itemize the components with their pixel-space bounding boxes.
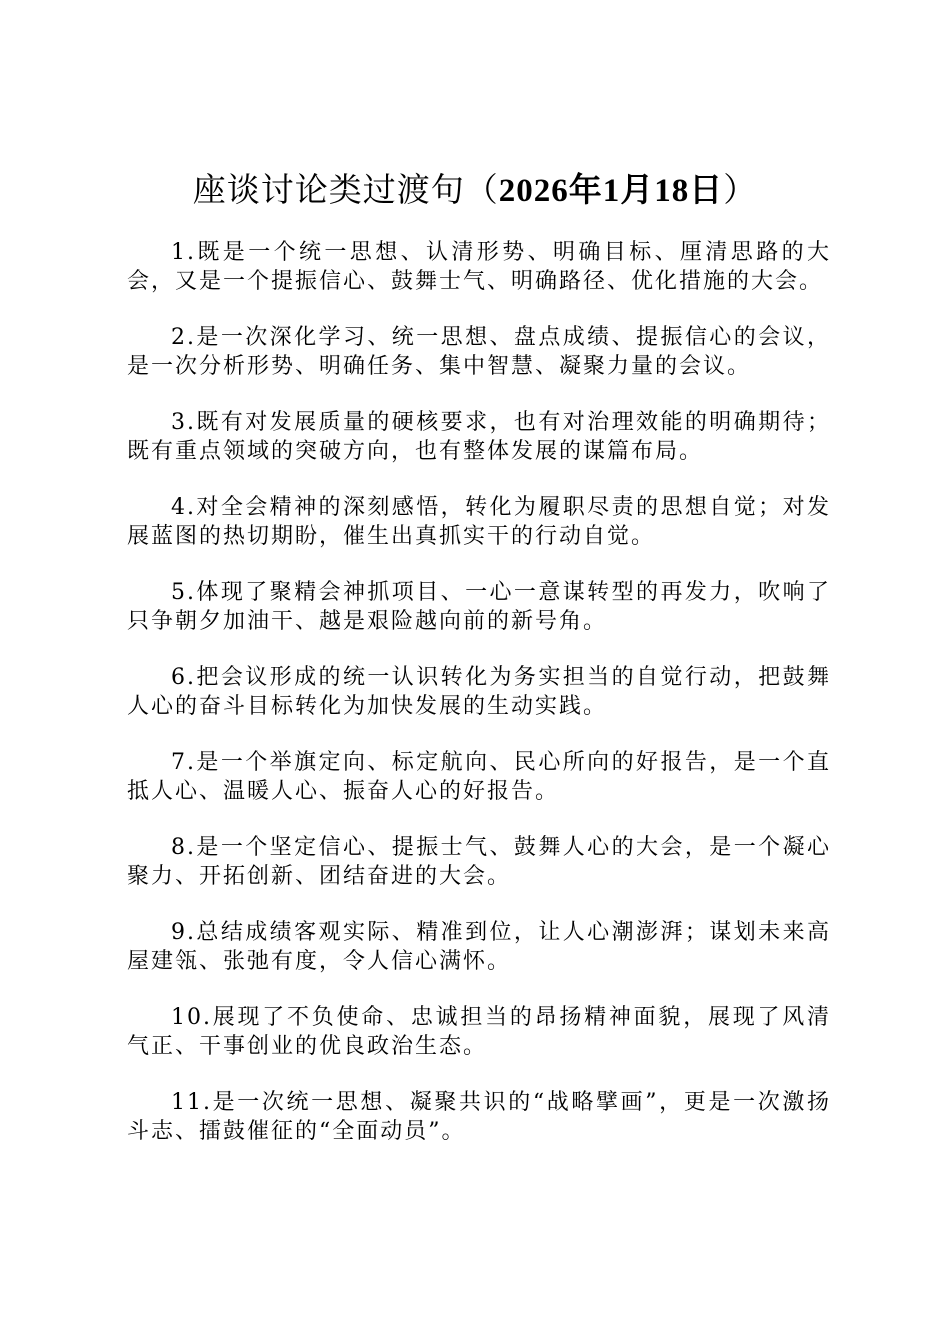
paragraph-4: 4.对全会精神的深刻感悟，转化为履职尽责的思想自觉；对发展蓝图的热切期盼，催生出真抓实干的行动自觉。 bbox=[127, 495, 831, 549]
paragraph-11: 11.是一次统一思想、凝聚共识的“战略擘画”，更是一次激扬斗志、擂鼓催征的“全面动员”。 bbox=[127, 1090, 831, 1144]
document-title bbox=[0, 168, 950, 213]
title-prefix: 座谈讨论类过渡句（ bbox=[192, 170, 499, 209]
paragraph-5: 5.体现了聚精会神抓项目、一心一意谋转型的再发力，吹响了只争朝夕加油干、越是艰险越向前的新号角。 bbox=[127, 580, 831, 634]
paragraph-3: 3.既有对发展质量的硬核要求，也有对治理效能的明确期待；既有重点领域的突破方向，也有整体发展的谋篇布局。 bbox=[127, 410, 831, 464]
paragraph-10: 10.展现了不负使命、忠诚担当的昂扬精神面貌，展现了风清气正、干事创业的优良政治生态。 bbox=[127, 1005, 831, 1059]
paragraph-1: 1.既是一个统一思想、认清形势、明确目标、厘清思路的大会，又是一个提振信心、鼓舞士气、明确路径、优化措施的大会。 bbox=[127, 240, 831, 294]
paragraph-6: 6.把会议形成的统一认识转化为务实担当的自觉行动，把鼓舞人心的奋斗目标转化为加快发展的生动实践。 bbox=[127, 665, 831, 719]
paragraph-9: 9.总结成绩客观实际、精准到位，让人心潮澎湃；谋划未来高屋建瓴、张弛有度，令人信心满怀。 bbox=[127, 920, 831, 974]
paragraph-7: 7.是一个举旗定向、标定航向、民心所向的好报告，是一个直抵人心、温暖人心、振奋人心的好报告。 bbox=[127, 750, 831, 804]
paragraph-2: 2.是一次深化学习、统一思想、盘点成绩、提振信心的会议，是一次分析形势、明确任务、集中智慧、凝聚力量的会议。 bbox=[127, 325, 831, 379]
title-suffix: ） bbox=[723, 170, 758, 209]
title-date: 2026年1月18日 bbox=[498, 173, 724, 209]
document-body bbox=[127, 238, 831, 1173]
paragraph-8: 8.是一个坚定信心、提振士气、鼓舞人心的大会，是一个凝心聚力、开拓创新、团结奋进的大会。 bbox=[127, 835, 831, 889]
